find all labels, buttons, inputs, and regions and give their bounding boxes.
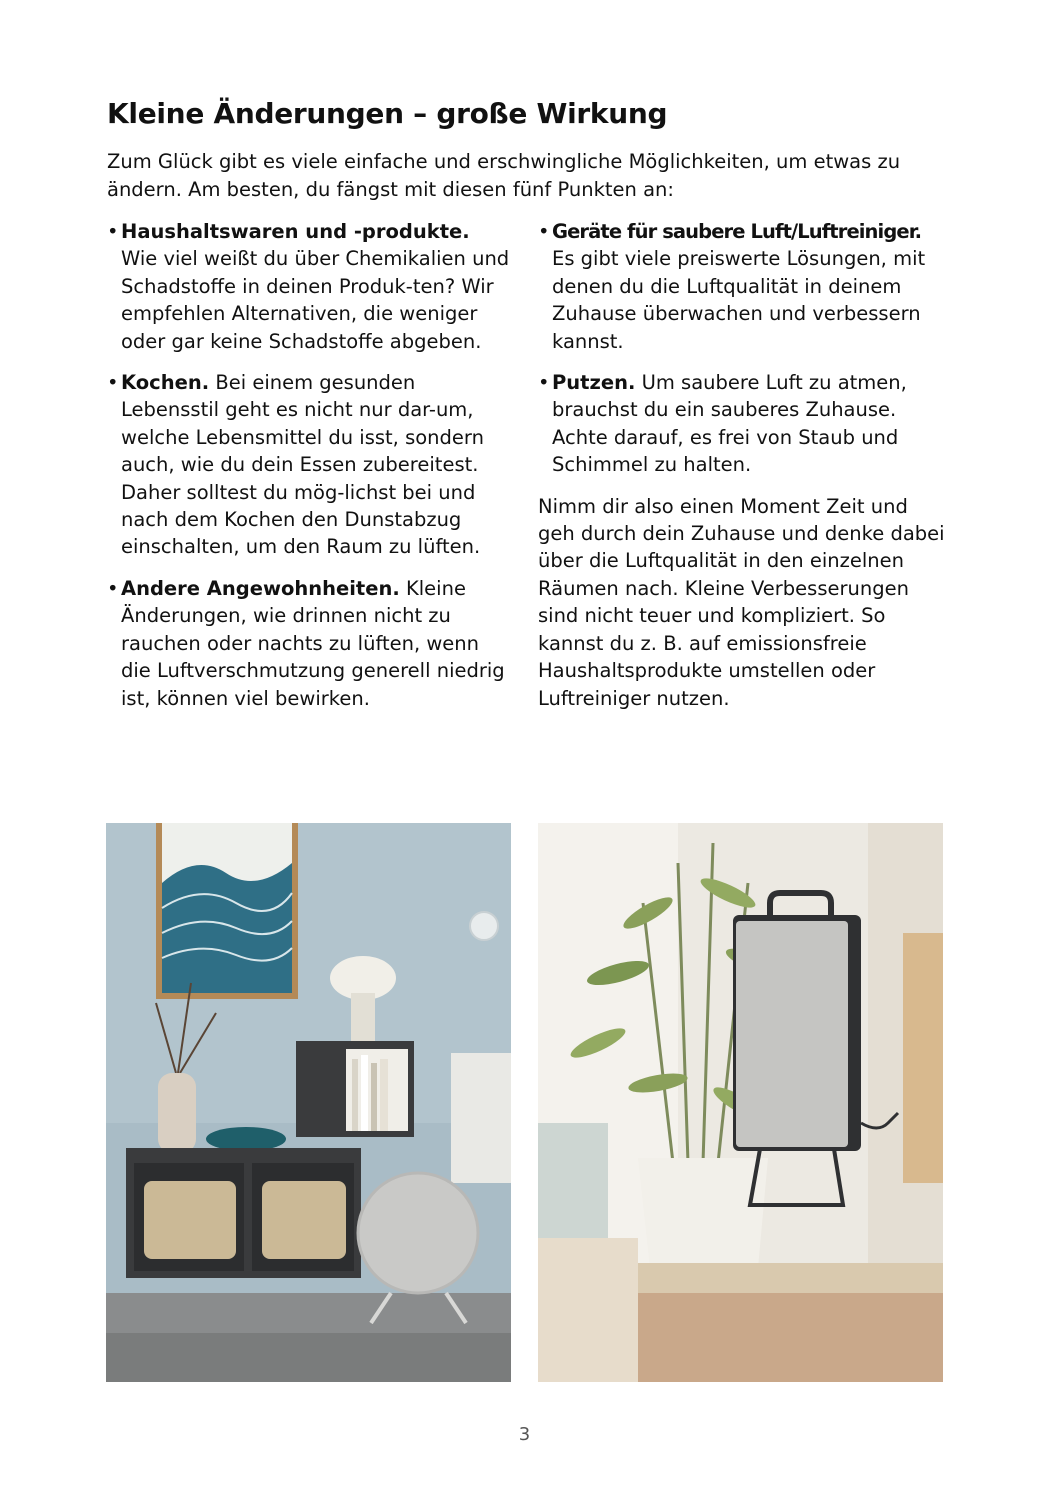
item-text: Wie viel weißt du über Chemikalien und Schadstoffe in deinen Produk-ten? Wir empfehlen Alternativen, die weniger oder gar keine Schadstoffe abgeben. <box>121 247 510 353</box>
bullet-marker: • <box>107 220 119 243</box>
item-text: Kleine Änderungen, wie drinnen nicht zu rauchen oder nachts zu lüften, wenn die Luftverschmutzung generell niedrig ist, können viel bewirken. <box>121 576 505 710</box>
air-purifier-photo <box>538 823 943 1382</box>
closing-paragraph: Nimm dir also einen Moment Zeit und geh durch dein Zuhause und denke dabei über die Luftqualität in den einzelnen Räumen nach. Kleine Verbesserungen sind nicht teuer und kompliziert. So kannst du z. B. auf emissionsfreie Haushaltsprodukte umstellen oder Luftreiniger nutzen. <box>538 494 945 710</box>
left-column <box>107 218 512 726</box>
living-room-photo <box>106 823 511 1382</box>
page-heading: Kleine Änderungen – große Wirkung <box>107 97 668 130</box>
page-number: 3 <box>518 1424 531 1445</box>
left-bullet-list <box>107 218 512 712</box>
item-title: Andere Angewohnheiten. <box>121 576 400 600</box>
item-title: Kochen. <box>121 371 210 395</box>
bullet-marker: • <box>538 220 550 243</box>
item-title: Haushaltswaren und -produkte. <box>121 220 470 243</box>
bullet-marker: • <box>107 576 119 600</box>
intro-paragraph: Zum Glück gibt es viele einfache und erschwingliche Möglichkeiten, um etwas zu ändern. Am besten, du fängst mit diesen fünf Punkten an: <box>107 150 901 201</box>
item-title: Putzen. <box>552 371 636 395</box>
bullet-marker: • <box>538 371 550 395</box>
item-text: Um saubere Luft zu atmen, brauchst du ein sauberes Zuhause. Achte darauf, es frei von Staub und Schimmel zu halten. <box>552 371 907 477</box>
right-bullet-list <box>538 218 948 479</box>
item-text: Bei einem gesunden Lebensstil geht es nicht nur dar-um, welche Lebensmittel du isst, sondern auch, wie du dein Essen zubereitest. Daher solltest du mög-lichst bei und nach dem Kochen den Dunstabzug einschalten, um den Raum zu lüften. <box>121 371 484 559</box>
item-title: Geräte für saubere Luft/Luftreiniger. <box>552 220 922 243</box>
list-item <box>538 218 948 355</box>
list-item <box>538 369 948 479</box>
bullet-marker: • <box>107 371 119 395</box>
list-item <box>107 369 512 561</box>
list-item <box>107 218 512 355</box>
item-text: Es gibt viele preiswerte Lösungen, mit denen du die Luftqualität in deinem Zuhause überwachen und verbessern kannst. <box>552 247 926 353</box>
right-column <box>538 218 948 712</box>
list-item <box>107 575 512 712</box>
